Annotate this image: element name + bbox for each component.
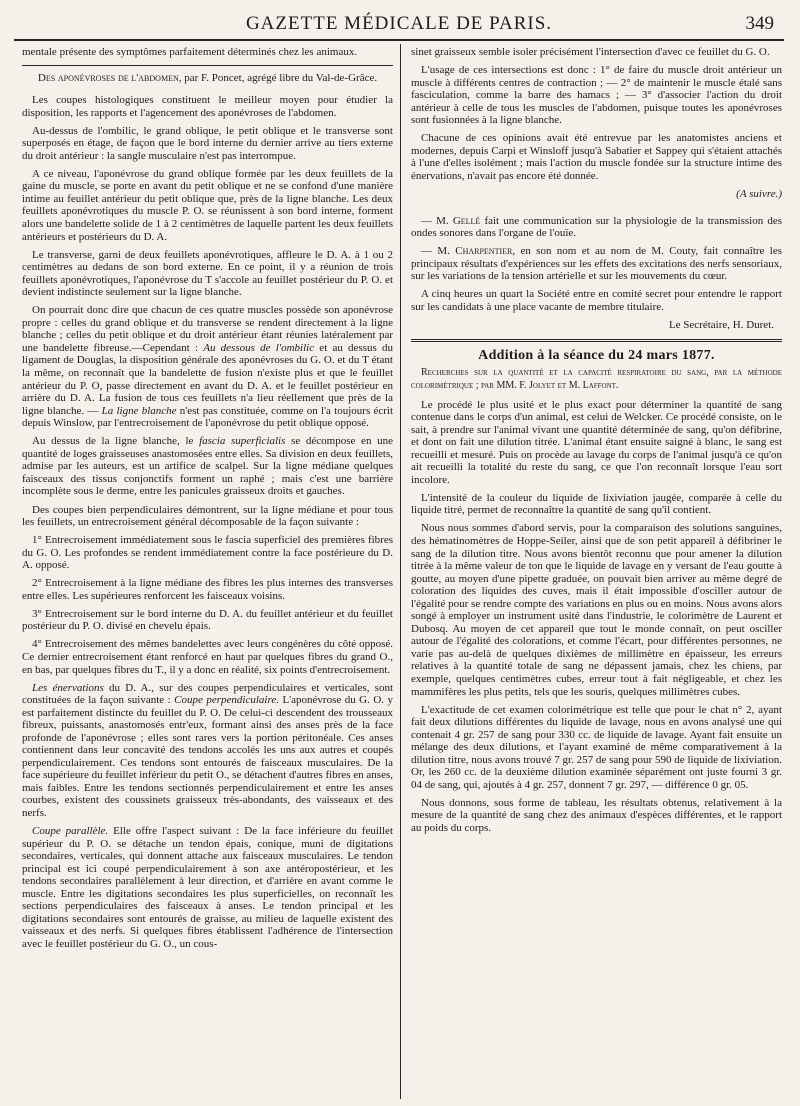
column-divider: [400, 44, 401, 1099]
paragraph: L'intensité de la couleur du liquide de lixiviation jaugée, comparée à celle du liquide titré, permet de reconnaître la quantité de sang qu'il contient.: [411, 491, 782, 517]
paragraph: Chacune de ces opinions avait été entrevue par les anatomistes anciens et modernes, depuis Carpi et Winsloff jusqu'à Sabatier et Sappey qui s'étaient attachés à l'une d'elles isolément ; mais l'action du muscle fondée sur la structure intime des énervations, n'avait pas encore été donnée.: [411, 132, 782, 182]
list-item: 3° Entrecroisement sur le bord interne du D. A. du feuillet antérieur et du feuillet postérieur du P. O. divisé en chevelu épais.: [22, 607, 393, 633]
journal-title: GAZETTE MÉDICALE DE PARIS.: [245, 13, 553, 34]
list-item: 1° Entrecroisement immédiatement sous le fascia superficiel des premières fibres du G. O. Les profondes se rendent immédiatement contre la face postérieure du D. A. opposé.: [22, 534, 393, 572]
paragraph: Le procédé le plus usité et le plus exact pour déterminer la quantité de sang contenue dans le corps d'un animal, est celui de Welcker. Ce procédé consiste, on le sait, à prendre sur l'animal vivant une quantité déterminée de sang, qu'on défibrine, et dont on fait une dilution titrée. L'animal étant ensuite saigné à blanc, le sang est recueilli et mesuré. Puis on procède au lavage du corps de l'animal jusqu'à ce qu'on ait recueilli la totalité du reste du sang, ce que l'on reconnaît lorsque l'eau sort incolore.: [411, 398, 782, 486]
paragraph: Le transverse, garni de deux feuillets aponévrotiques, affleure le D. A. à 1 ou 2 centimètres au dedans de son bord externe. En ce point, il y a réunion de trois feuillets aponévrotiques, l'aponévrose du T s'accole au feuillet postérieur du P. O. et devient indistincte seulement sur la ligne blanche.: [22, 248, 393, 299]
article-author: par F. Poncet, agrégé libre du Val-de-Grâce.: [184, 71, 378, 84]
left-column: [22, 46, 393, 956]
paragraph: Les coupes histologiques constituent le meilleur moyen pour étudier la disposition, les rapports et l'agencement des aponévroses de l'abdomen.: [22, 94, 393, 119]
to-be-continued: (A suivre.): [736, 187, 782, 200]
page-header: [14, 13, 784, 41]
section-rule: [411, 339, 782, 342]
paragraph: L'exactitude de cet examen colorimétrique est telle que pour le chat n° 2, ayant fait deux dilutions différentes du liquide de lavage, nous en avons analysé une qui contenait 4 gr. 257 de sang pour 330 cc. de liquide de lavage. Ayant fait ensuite un mélange des deux dilutions, et l'ayant examiné de même comparativement à la dilution titre, nous avons trouvé 7 gr. 257 de sang pour 590 de liquide de lixiviation. Or, les 260 cc. de la deuxième dilution examinée séparément ont juste fourni 3 gr. 04 de sang, qui, ajoutés à 4 gr. 257, donnent 7 gr. 297, — différence 0 gr. 05.: [411, 703, 782, 791]
paragraph: — M. Charpentier, en son nom et au nom de M. Couty, fait connaître les principaux résultats d'expériences sur les effets des excitations des nerfs sensoriaux, sur les variations de la tension artérielle et sur les mouvements du cœur.: [411, 245, 782, 283]
paragraph: — M. Gellé fait une communication sur la physiologie de la transmission des ondes sonores dans l'organe de l'ouïe.: [411, 214, 782, 240]
secretary-signature: Le Secrétaire, H. Duret.: [668, 318, 774, 331]
paragraph: Au dessus de la ligne blanche, le fascia superficialis se décompose en une quantité de loges graisseuses anastomosées entre elles. Sa division en deux feuillets, admise par les auteurs, est un artifice de scalpel. Sur la ligne médiane quelques faisceaux des tissus conjonctifs forment un raphé ; mais c'est une barrière incomplète sous le derme, entre les panicules graisseux droits et gauches.: [22, 435, 393, 498]
addition-subtitle: Recherches sur la quantité et la capacité respiratoire du sang, par la méthode colorimétrique ; par MM. F. Jolyet et M. Laffont.: [411, 366, 782, 392]
paragraph: L'usage de ces intersections est donc : 1° de faire du muscle droit antérieur un muscle à différents centres de contraction ; — 2° de maintenir le muscle étalé sans fasciculation, comme la barre des hamacs ; — 3° d'associer l'action du droit antérieur à celle de tous les muscles de l'abdomen, puisque toutes les aponévroses sont fusionnées à la ligne blanche.: [411, 64, 782, 127]
page-number: 349: [745, 13, 774, 34]
article-title: Des aponévroses de l'abdomen,: [37, 71, 182, 84]
list-item: 2° Entrecroisement à la ligne médiane des fibres les plus internes des transverses entre elles. Les supérieures renforcent les faisceaux voisins.: [22, 577, 393, 602]
paragraph: A ce niveau, l'aponévrose du grand oblique formée par les deux feuillets de la gaine du muscle, se porte en avant du petit oblique et ne se confond d'une manière intime au feuillet antérieur du petit oblique que, près de la ligne blanche. Les deux feuillets aponévrotiques du muscle P. O. se réunissent à son bord interne, forment alors une bandelette solide de 1 à 2 centimètres de laquelle partent les deux feuillets antérieurs et postérieurs du D. A.: [22, 167, 393, 243]
paragraph: sinet graisseux semble isoler précisément l'intersection d'avec ce feuillet du G. O.: [411, 46, 770, 58]
paragraph: Coupe parallèle. Elle offre l'aspect suivant : De la face inférieure du feuillet supérieur du P. O. se détache un tendon épais, conique, muni de digitations secondaires, verticales, qui donnent attache aux faisceaux musculaires. Le tendon principal est ici coupé perpendiculairement à son axe antéropostérieur, et les tendons secondaires parallèlement à leur direction, et d'arrière en avant comme le muscle. Entre les digitations secondaires les plus superficielles, on reconnaît les sections perpendiculaires des faisceaux à anses. Le tendon principal et les digitations secondaires sont entourés de graisse, au milieu de laquelle existent des vaisseaux et des nerfs. Si quelques fibres établissent l'adhérence de l'intersection avec le feuillet postérieur du G. O., un cous-: [22, 825, 393, 950]
paragraph: Nous nous sommes d'abord servis, pour la comparaison des solutions sanguines, des hématinomètres de Hoppe-Seiler, ainsi que de son petit appareil à défibriner le sang de la dilution titre. Nous avons bientôt reconnu que pour amener la dilution titrée à la même valeur de ton que le liquide de lavage en y versant de l'eau goutte à goutte, au moyen d'une pipette graduée, on pouvait bien arriver au même degré de coloration des liquides des cuves, mais il était impossible d'osciller autour de l'égalité pour se rendre compte des variations en plus ou en moins. Nous avons alors songé à employer un instrument usité dans l'industrie, le colorimètre de Laurent et Dubosq. Au moyen de cet appareil que tout le monde connaît, on peut osciller autour de l'égalité des colorations, et comme l'écart, pour différentes personnes, ne varie pas au-delà de quelques dixièmes de millimètre en épaisseur, les erreurs relatives à la quantité totale de sang ne dépassent jamais, chez les chiens, par exemple, quelques centimètres cubes, erreur tout à fait négligeable, et chez les mammifères les plus petits, tels que les souris, quelques millimètres cubes.: [411, 522, 782, 698]
right-column: [411, 46, 782, 840]
paragraph: Les énervations du D. A., sur des coupes perpendiculaires et verticales, sont constituées de la façon suivante : Coupe perpendiculaire. L'aponévrose du G. O. y est parfaitement distincte du feuillet du P. O. De celui-ci descendent des trousseaux fibreux, puissants, anastomosés entr'eux, formant ainsi des anses près de la face profonde de l'aponévrose ; elles sont rares vers la portion péritonéale. Ces anses contiennent dans leur concavité des tendons accolés les uns aux autres et coupés perpendiculairement. Ces tendons sont entourés de faisceaux musculaires. De la face supérieure du feuillet inférieur du petit O., se détachent d'autres fibres en anses, mais faibles. Entre les tendons sectionnés perpendiculairement et entre les anses courbes, existent des coussinets graisseux très-abondants, des vaisseaux et des nerfs.: [22, 681, 393, 820]
paragraph: Nous donnons, sous forme de tableau, les résultats obtenus, relativement à la mesure de la quantité de sang chez des animaux d'espèces différentes, et le rapport au poids du corps.: [411, 796, 782, 835]
intro-paragraph: mentale présente des symptômes parfaitement déterminés chez les animaux.: [22, 46, 358, 58]
paragraph: Au-dessus de l'ombilic, le grand oblique, le petit oblique et le transverse sont superposés en étage, de façon que le bord interne du dernier arrive au tiers externe du droit antérieur : la sangle musculaire n'est pas interrompue.: [22, 124, 393, 162]
article-heading: [22, 72, 393, 85]
paragraph: Des coupes bien perpendiculaires démontrent, sur la ligne médiane et pour tous les feuillets, un entrecroisement général décomposable de la façon suivante :: [22, 503, 393, 529]
section-rule: [22, 65, 393, 66]
addition-title: Addition à la séance du 24 mars 1877.: [478, 348, 715, 364]
paragraph: On pourrait donc dire que chacun de ces quatre muscles possède son aponévrose propre : celles du grand oblique et du transverse se rendent directement à la ligne blanche ; celles du petit oblique et du droit antérieur étant réunies latéralement par une bandelette fibreuse.—Cependant : Au dessous de l'ombilic et au dessus du ligament de Douglas, la disposition générale des aponévroses du G. O. et du T étant la même, on reconnaît que la bandelette de fusion n'existe plus et que le feuillet antérieur du P. O, passe directement en avant du D. A. et le feuillet postérieur en arrière du D. A. La fusion de tous ces feuillets n'a lieu réellement que près de la ligne blanche. — La ligne blanche n'est pas constituée, comme on l'a toujours écrit depuis Winslow, par l'entrecroisement de l'aponévrose du petit oblique opposé.: [22, 304, 393, 430]
list-item: 4° Entrecroisement des mêmes bandelettes avec leurs congénères du côté opposé. Ce dernier entrecroisement étant renforcé en haut par quelques fibres du grand O., en bas, par quelques fibres du T., il y a donc en réalité, six points d'entrecroisement.: [22, 638, 393, 676]
paragraph: A cinq heures un quart la Société entre en comité secret pour entendre le rapport sur les candidats à une place vacante de membre titulaire.: [411, 288, 782, 313]
